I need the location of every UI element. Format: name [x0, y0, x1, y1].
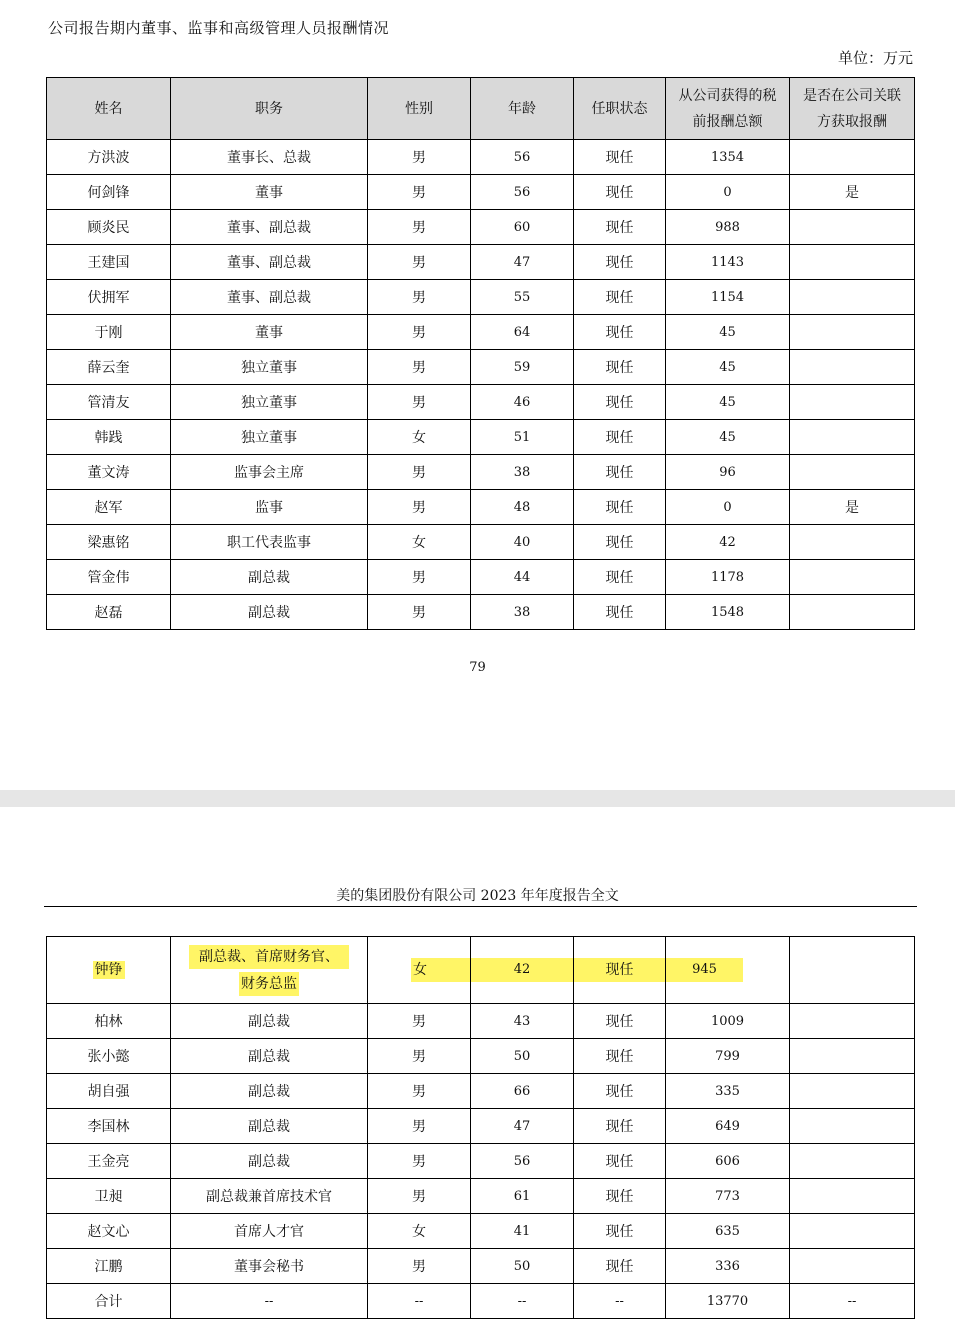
cell-position: 董事会秘书: [171, 1249, 368, 1284]
cell-age: 47: [471, 1109, 574, 1144]
cell-age: 59: [471, 350, 574, 385]
cell-name: 伏拥军: [47, 280, 171, 315]
cell-gender: 男: [368, 175, 471, 210]
cell-pay: 0: [666, 490, 790, 525]
table-row: [47, 525, 915, 560]
total-name: 合计: [47, 1284, 171, 1319]
cell-status: 现任: [574, 315, 666, 350]
cell-status: 现任: [574, 175, 666, 210]
cell-age: 56: [471, 1144, 574, 1179]
cell-name: 王建国: [47, 245, 171, 280]
cell-status: 现任: [574, 1004, 666, 1039]
table-row: [47, 455, 915, 490]
cell-status: 现任: [574, 595, 666, 630]
cell-pay: 1009: [666, 1004, 790, 1039]
running-header: 美的集团股份有限公司 2023 年年度报告全文: [336, 888, 619, 904]
cell-gender: 男: [368, 350, 471, 385]
cell-gender: 女: [368, 420, 471, 455]
cell-related: 是: [790, 490, 915, 525]
cell-status: 现任: [574, 1039, 666, 1074]
cell-pay: 773: [666, 1179, 790, 1214]
cell-age: 50: [471, 1249, 574, 1284]
cell-pay: 45: [666, 385, 790, 420]
cell-related: [790, 315, 915, 350]
cell-position: 副总裁兼首席技术官: [171, 1179, 368, 1214]
cell-related: [790, 245, 915, 280]
cell-gender: 男: [368, 1039, 471, 1074]
cell-status: 现任: [574, 1144, 666, 1179]
total-status: --: [574, 1284, 666, 1319]
highlighted-status: 现任: [574, 958, 665, 982]
total-related: --: [790, 1284, 915, 1319]
total-pay: 13770: [666, 1284, 790, 1319]
cell-pay: 799: [666, 1039, 790, 1074]
cell-gender: 男: [368, 1249, 471, 1284]
table-row: [47, 1109, 915, 1144]
section-title: 公司报告期内董事、监事和高级管理人员报酬情况: [48, 19, 390, 37]
cell-age: 51: [471, 420, 574, 455]
cell-position: 监事会主席: [171, 455, 368, 490]
cell-position: 副总裁: [171, 1004, 368, 1039]
cell-gender: 女: [368, 1214, 471, 1249]
cell-name: 薛云奎: [47, 350, 171, 385]
cell-name: 胡自强: [47, 1074, 171, 1109]
highlighted-age: 42: [471, 958, 573, 982]
cell-name: 韩践: [47, 420, 171, 455]
table-body-part1: [47, 140, 915, 630]
compensation-table-part1: [46, 77, 915, 630]
cell-name: 江鹏: [47, 1249, 171, 1284]
cell-pay: 1154: [666, 280, 790, 315]
header-age: 年龄: [471, 78, 574, 140]
cell-gender: 男: [368, 1144, 471, 1179]
cell-related: [790, 1214, 915, 1249]
table-row: [47, 490, 915, 525]
header-position: 职务: [171, 78, 368, 140]
cell-status: 现任: [574, 490, 666, 525]
cell-name: [47, 937, 171, 1004]
table-total-row: [47, 1284, 915, 1319]
cell-related: [790, 210, 915, 245]
cell-position: 董事: [171, 175, 368, 210]
cell-related: [790, 420, 915, 455]
cell-position: 副总裁: [171, 1109, 368, 1144]
highlighted-pay: 945: [666, 958, 743, 982]
cell-related: [790, 1179, 915, 1214]
cell-pay: 335: [666, 1074, 790, 1109]
cell-position: 职工代表监事: [171, 525, 368, 560]
cell-position: 董事、副总裁: [171, 280, 368, 315]
cell-name: 赵磊: [47, 595, 171, 630]
header-pay: [666, 78, 790, 140]
cell-related: [790, 1039, 915, 1074]
cell-age: 40: [471, 525, 574, 560]
cell-pay: 1548: [666, 595, 790, 630]
cell-age: 60: [471, 210, 574, 245]
table-row: [47, 1214, 915, 1249]
cell-position: 独立董事: [171, 420, 368, 455]
header-gender: 性别: [368, 78, 471, 140]
cell-related: [790, 595, 915, 630]
cell-position: 董事长、总裁: [171, 140, 368, 175]
cell-age: 50: [471, 1039, 574, 1074]
highlighted-gender: 女: [411, 958, 470, 982]
cell-age: [471, 937, 574, 1004]
cell-name: 赵军: [47, 490, 171, 525]
cell-position: 独立董事: [171, 385, 368, 420]
cell-gender: 男: [368, 280, 471, 315]
cell-gender: 男: [368, 140, 471, 175]
cell-position: 副总裁: [171, 1039, 368, 1074]
cell-name: 管金伟: [47, 560, 171, 595]
cell-pay: 45: [666, 420, 790, 455]
table-row: [47, 1074, 915, 1109]
cell-name: 于刚: [47, 315, 171, 350]
cell-age: 56: [471, 175, 574, 210]
cell-pay: 606: [666, 1144, 790, 1179]
cell-related: [790, 560, 915, 595]
highlighted-name: 钟铮: [94, 962, 123, 978]
cell-position: 首席人才官: [171, 1214, 368, 1249]
unit-label: 单位：万元: [837, 49, 913, 67]
cell-related: [790, 140, 915, 175]
cell-name: 卫昶: [47, 1179, 171, 1214]
cell-gender: 男: [368, 1004, 471, 1039]
cell-related: [790, 385, 915, 420]
cell-position: 副总裁: [171, 1074, 368, 1109]
cell-gender: 男: [368, 210, 471, 245]
header-pay-line1: 从公司获得的税: [678, 87, 777, 104]
cell-gender: 男: [368, 315, 471, 350]
cell-status: 现任: [574, 385, 666, 420]
cell-status: 现任: [574, 455, 666, 490]
table-row-highlighted: [47, 937, 915, 1004]
page-break: [0, 790, 955, 807]
cell-related: [790, 525, 915, 560]
cell-position: 独立董事: [171, 350, 368, 385]
cell-position: 监事: [171, 490, 368, 525]
table-row: [47, 140, 915, 175]
cell-related: [790, 1004, 915, 1039]
cell-age: 47: [471, 245, 574, 280]
table-row: [47, 280, 915, 315]
cell-age: 61: [471, 1179, 574, 1214]
cell-pay: 649: [666, 1109, 790, 1144]
cell-pay: 1143: [666, 245, 790, 280]
table-row: [47, 1179, 915, 1214]
highlighted-position-line2: 财务总监: [239, 972, 299, 996]
page-number: 79: [469, 660, 486, 675]
table-row: [47, 245, 915, 280]
table-row: [47, 1249, 915, 1284]
cell-position: 董事: [171, 315, 368, 350]
cell-age: 46: [471, 385, 574, 420]
cell-gender: 男: [368, 455, 471, 490]
cell-age: 41: [471, 1214, 574, 1249]
cell-age: 64: [471, 315, 574, 350]
cell-age: 43: [471, 1004, 574, 1039]
cell-age: 44: [471, 560, 574, 595]
header-pay-line2: 前报酬总额: [692, 113, 763, 130]
cell-status: 现任: [574, 245, 666, 280]
cell-gender: 男: [368, 1074, 471, 1109]
cell-pay: 96: [666, 455, 790, 490]
table-row: [47, 595, 915, 630]
cell-related: [790, 1109, 915, 1144]
cell-name: 管清友: [47, 385, 171, 420]
cell-name: 方洪波: [47, 140, 171, 175]
cell-name: 王金亮: [47, 1144, 171, 1179]
header-rule: [44, 906, 917, 907]
table-row: [47, 210, 915, 245]
cell-name: 张小懿: [47, 1039, 171, 1074]
cell-related: [790, 280, 915, 315]
cell-status: 现任: [574, 1109, 666, 1144]
cell-gender: 男: [368, 385, 471, 420]
cell-status: 现任: [574, 140, 666, 175]
cell-pay: 635: [666, 1214, 790, 1249]
cell-related: [790, 937, 915, 1004]
header-related-line1: 是否在公司关联: [803, 87, 901, 104]
cell-pay: 336: [666, 1249, 790, 1284]
cell-status: 现任: [574, 560, 666, 595]
header-name: 姓名: [47, 78, 171, 140]
cell-pay: 42: [666, 525, 790, 560]
cell-status: 现任: [574, 1074, 666, 1109]
total-gender: --: [368, 1284, 471, 1319]
cell-status: 现任: [574, 525, 666, 560]
cell-pay: 1354: [666, 140, 790, 175]
cell-age: 38: [471, 595, 574, 630]
cell-name: 赵文心: [47, 1214, 171, 1249]
cell-age: 66: [471, 1074, 574, 1109]
cell-related: [790, 1144, 915, 1179]
table-row: [47, 420, 915, 455]
cell-status: 现任: [574, 350, 666, 385]
cell-related: [790, 455, 915, 490]
table-row: [47, 560, 915, 595]
table-header-row: [47, 78, 915, 140]
cell-status: 现任: [574, 1179, 666, 1214]
table-row: [47, 1039, 915, 1074]
cell-gender: 男: [368, 490, 471, 525]
table-row: [47, 350, 915, 385]
cell-related: [790, 1074, 915, 1109]
table-body-part2: [47, 937, 915, 1319]
table-row: [47, 385, 915, 420]
cell-name: 何剑锋: [47, 175, 171, 210]
cell-related: 是: [790, 175, 915, 210]
cell-gender: 男: [368, 245, 471, 280]
cell-position: 副总裁: [171, 595, 368, 630]
cell-age: 38: [471, 455, 574, 490]
cell-age: 56: [471, 140, 574, 175]
cell-name: 顾炎民: [47, 210, 171, 245]
total-age: --: [471, 1284, 574, 1319]
table-row: [47, 1144, 915, 1179]
cell-position: 副总裁: [171, 1144, 368, 1179]
cell-related: [790, 350, 915, 385]
highlighted-position-line1: 副总裁、首席财务官、: [189, 945, 349, 969]
cell-gender: 男: [368, 1109, 471, 1144]
compensation-table-part2: [46, 936, 915, 1319]
cell-status: 现任: [574, 210, 666, 245]
cell-age: 48: [471, 490, 574, 525]
cell-pay: 45: [666, 350, 790, 385]
cell-name: 董文涛: [47, 455, 171, 490]
cell-name: 梁惠铭: [47, 525, 171, 560]
table-row: [47, 1004, 915, 1039]
header-related: [790, 78, 915, 140]
table-row: [47, 315, 915, 350]
cell-pay: 1178: [666, 560, 790, 595]
cell-position: 董事、副总裁: [171, 245, 368, 280]
cell-pay: 988: [666, 210, 790, 245]
cell-status: 现任: [574, 1214, 666, 1249]
cell-age: 55: [471, 280, 574, 315]
cell-position: 董事、副总裁: [171, 210, 368, 245]
cell-name: 柏林: [47, 1004, 171, 1039]
cell-gender: [368, 937, 471, 1004]
cell-pay: 45: [666, 315, 790, 350]
cell-pay: [666, 937, 790, 1004]
cell-gender: 男: [368, 1179, 471, 1214]
page-2: [0, 807, 955, 1328]
total-position: --: [171, 1284, 368, 1319]
header-related-line2: 方获取报酬: [817, 113, 887, 130]
cell-pay: 0: [666, 175, 790, 210]
cell-gender: 男: [368, 560, 471, 595]
cell-position: 副总裁: [171, 560, 368, 595]
cell-gender: 女: [368, 525, 471, 560]
cell-status: 现任: [574, 420, 666, 455]
cell-status: [574, 937, 666, 1004]
cell-status: 现任: [574, 1249, 666, 1284]
header-status: 任职状态: [574, 78, 666, 140]
cell-related: [790, 1249, 915, 1284]
table-row: [47, 175, 915, 210]
cell-status: 现任: [574, 280, 666, 315]
cell-position: [171, 937, 368, 1004]
cell-gender: 男: [368, 595, 471, 630]
cell-name: 李国林: [47, 1109, 171, 1144]
